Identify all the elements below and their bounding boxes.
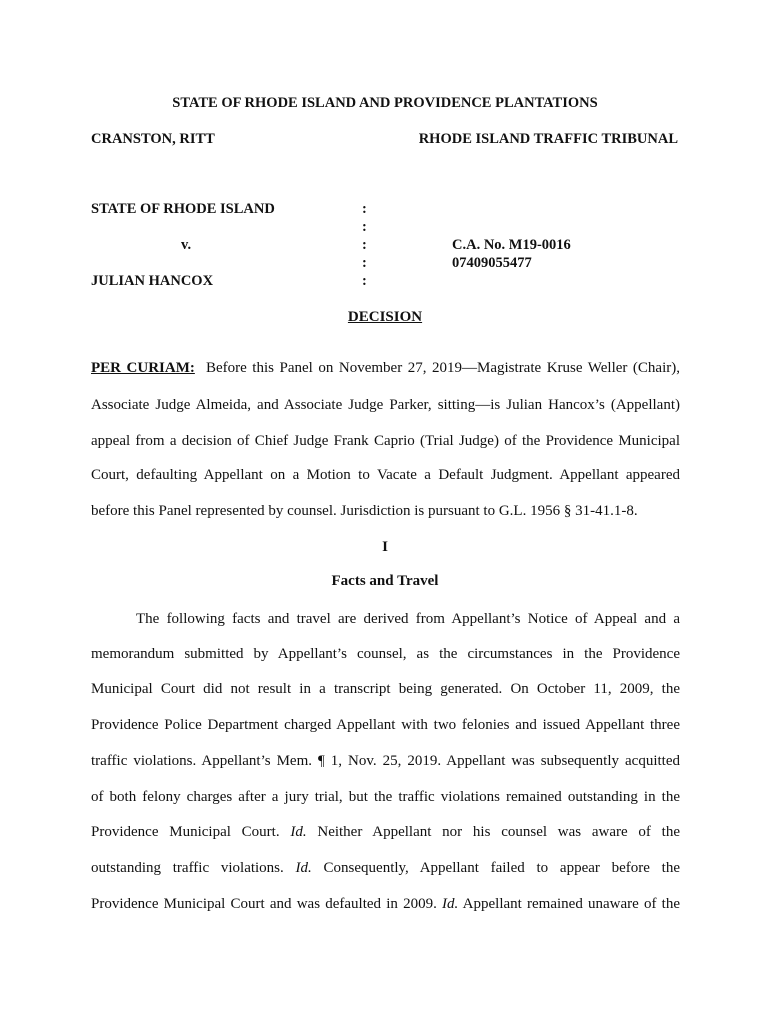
paragraph-text: Providence Municipal Court.: [91, 824, 280, 840]
id-citation: Id.: [295, 860, 312, 876]
paragraph-text: Before this Panel on November 27, 2019—Magistrate Kruse Weller (Chair),: [205, 360, 680, 376]
section-title: Facts and Travel: [331, 573, 439, 589]
paragraph-line: Municipal Court did not result in a transcript being generated. On October 11, 2009, the: [91, 681, 680, 697]
paragraph-line: [91, 823, 680, 841]
paragraph-text: outstanding traffic violations.: [91, 860, 284, 876]
paragraph-text: Providence Municipal Court and was defaulted in 2009.: [91, 896, 437, 912]
paragraph-line: Court, defaulting Appellant on a Motion to Vacate a Default Judgment. Appellant appeared: [91, 467, 680, 483]
paragraph-line: Associate Judge Almeida, and Associate Judge Parker, sitting—is Julian Hancox’s (Appellant): [91, 397, 680, 413]
paragraph-line: before this Panel represented by counsel. Jurisdiction is pursuant to G.L. 1956 § 31-41.1-8.: [91, 503, 638, 519]
court-location: CRANSTON, RITT: [91, 131, 215, 147]
decision-title: DECISION: [347, 309, 423, 325]
paragraph-line: memorandum submitted by Appellant’s counsel, as the circumstances in the Providence: [91, 646, 680, 662]
paragraph-text: Appellant remained unaware of the: [462, 896, 681, 912]
court-title: STATE OF RHODE ISLAND AND PROVIDENCE PLANTATIONS: [172, 95, 598, 111]
id-citation: Id.: [442, 896, 459, 912]
caption-defendant: JULIAN HANCOX: [91, 273, 214, 289]
per-curiam-label: PER CURIAM:: [91, 360, 195, 376]
paragraph-text: Consequently, Appellant failed to appear before the: [323, 860, 681, 876]
paragraph-line: traffic violations. Appellant’s Mem. ¶ 1, Nov. 25, 2019. Appellant was subsequently acquitted: [91, 753, 680, 769]
case-number: C.A. No. M19-0016: [452, 237, 571, 253]
section-number: I: [382, 539, 388, 555]
caption-colon: :: [362, 237, 367, 253]
paragraph-line: The following facts and travel are derived from Appellant’s Notice of Appeal and a: [136, 611, 680, 627]
paragraph-line: [91, 359, 680, 377]
paragraph-line: [91, 859, 680, 877]
id-citation: Id.: [290, 824, 307, 840]
caption-versus: v.: [181, 237, 192, 253]
paragraph-line: Providence Police Department charged Appellant with two felonies and issued Appellant three: [91, 717, 680, 733]
paragraph-line: appeal from a decision of Chief Judge Frank Caprio (Trial Judge) of the Providence Municipal: [91, 433, 680, 449]
paragraph-line: [91, 895, 680, 913]
caption-colon: :: [362, 273, 367, 289]
caption-colon: :: [362, 219, 367, 235]
paragraph-text: Neither Appellant nor his counsel was aware of the: [317, 824, 681, 840]
caption-plaintiff: STATE OF RHODE ISLAND: [91, 201, 275, 217]
caption-colon: :: [362, 201, 367, 217]
tribunal-name: RHODE ISLAND TRAFFIC TRIBUNAL: [418, 131, 678, 147]
citation-number: 07409055477: [452, 255, 532, 271]
paragraph-line: of both felony charges after a jury trial, but the traffic violations remained outstanding in the: [91, 789, 680, 805]
caption-colon: :: [362, 255, 367, 271]
